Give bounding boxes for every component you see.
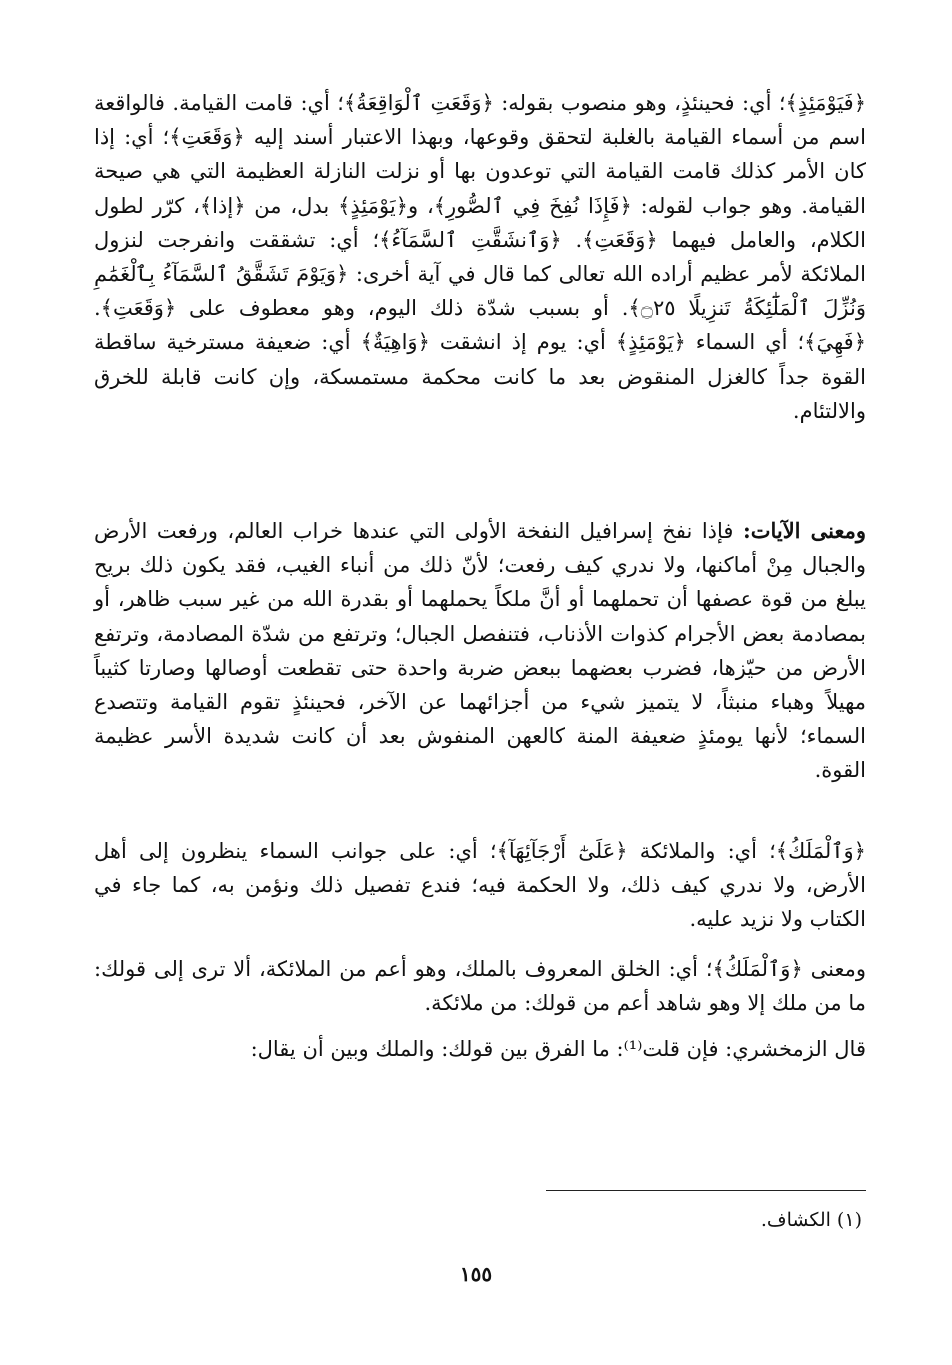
footnote: (١) الكشاف.: [760, 1209, 862, 1231]
page-number: ١٥٥: [459, 1262, 493, 1286]
paragraph-5: قال الزمخشري: فإن قلت⁽¹⁾: ما الفرق بين قولك: والملك وبين أن يقال:: [250, 1037, 866, 1061]
paragraph-2-lead: ومعنى الآيات:: [742, 518, 866, 543]
paragraph-1: ﴿فَيَوْمَئِذٍ﴾؛ أي: فحينئذٍ، وهو منصوب بقوله: ﴿وَقَعَتِ ٱلْوَاقِعَةُ﴾؛ أي: قامت القيامة. فالواقعة اسم من أسماء القيامة بالغلبة لتحقق وقوعها، وبهذا الاعتبار أسند إليه ﴿وَقَعَتِ﴾؛ أي: إذا كان الأمر كذلك قامت القيامة التي توعدون بها أو نزلت النازلة العظيمة التي هي صيحة القيامة. وهو جواب لقوله: ﴿فَإِذَا نُفِخَ فِي ٱلصُّورِ﴾، و﴿يَوْمَئِذٍ﴾ بدل، من ﴿إذا﴾، كرّر لطول الكلام، والعامل فيهما ﴿وَقَعَتِ﴾. ﴿وَٱنشَقَّتِ ٱلسَّمَآءُ﴾؛ أي: تشققت وانفرجت لنزول الملائكة لأمر عظيم أراده الله تعالى كما قال في آية أخرى: ﴿وَيَوْمَ تَشَقَّقُ ٱلسَّمَآءُ بِٱلْغَمَٰمِ وَنُزِّلَ ٱلْمَلَٰٓئِكَةُ تَنزِيلًا ۝٢٥﴾. أو بسبب شدّة ذلك اليوم، وهو معطوف على ﴿وَقَعَتِ﴾. ﴿فَهِيَ﴾؛ أي السماء ﴿يَوْمَئِذٍ﴾ أي: يوم إذ انشقت ﴿وَاهِيَةٌ﴾ أي: ضعيفة مسترخية ساقطة القوة جداً كالغزل المنقوض بعد ما كانت محكمة مستمسكة، وإن كانت قابلة للخرق والالتئام.: [94, 91, 867, 423]
paragraph-2: [94, 514, 866, 822]
footnote-divider: [546, 1190, 866, 1191]
page-body: [94, 86, 866, 1072]
paragraph-2-text: فإذا نفخ إسرافيل النفخة الأولى التي عندها خراب العالم، ورفعت الأرض والجبال مِنْ أماكنها، ولا ندري كيف رفعت؛ لأنّ ذلك من أنباء الغيب، فقد يكون ذلك بريح يبلغ من قوة عصفها أن تحملهما أو أنَّ ملكاً يحملهما أو بقدرة الله من غير سبب ظاهر، أو بمصادمة بعض الأجرام كذوات الأذناب، فتنفصل الجبال؛ وترتفع من شدّة المصادمة، وترتفع الأرض من حيّزها، فضرب بعضهما ببعض ضربة واحدة حتى تقطعت أوصالها وصارتا كثيباً مهيلاً وهباء منبثاً، لا يتميز شيء من أجزائهما عن الآخر، فحينئذٍ تقوم القيامة وتتصدع السماء؛ لأنها يومئذٍ ضعيفة المنة كالعهن المنفوش بعد أن كانت شديدة الأسر عظيمة القوة.: [94, 519, 866, 783]
paragraph-4: ومعنى ﴿وَٱلْمَلَكُ﴾؛ أي: الخلق المعروف بالملك، وهو أعم من الملائكة، ألا ترى إلى قولك: ما من ملك إلا وهو شاهد أعم من قولك: من ملائكة.: [94, 957, 866, 1016]
paragraph-3: ﴿وَٱلْمَلَكُ﴾؛ أي: والملائكة ﴿عَلَىٰٓ أَرْجَآئِهَآ﴾؛ أي: على جوانب السماء ينظرون إلى أهل الأرض، ولا ندري كيف ذلك، ولا الحكمة فيه؛ فندع تفصيل ذلك ونؤمن به، كما جاء في الكتاب ولا نزيد عليه.: [94, 839, 866, 932]
